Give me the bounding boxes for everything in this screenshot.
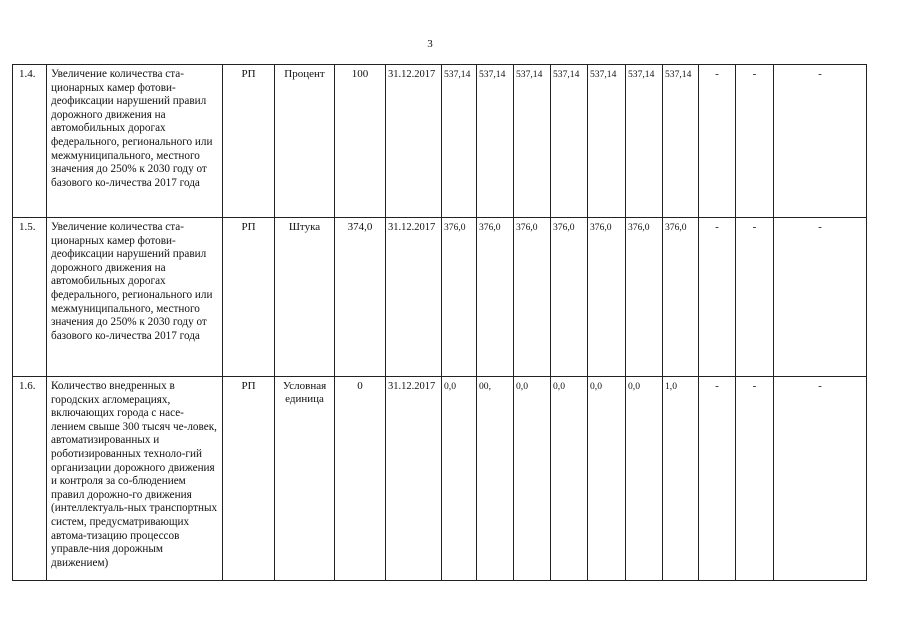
year-value-cell: 376,0 (588, 218, 626, 377)
unit-cell: Штука (275, 218, 335, 377)
year-value-cell: 537,14 (551, 65, 588, 218)
dash-cell: - (736, 65, 774, 218)
year-value-cell: 0,0 (626, 377, 663, 581)
page-number: 3 (427, 38, 433, 50)
dash-cell: - (774, 377, 867, 581)
source-cell: РП (223, 218, 275, 377)
base-value-cell: 100 (335, 65, 386, 218)
dash-cell: - (699, 65, 736, 218)
year-value-cell: 376,0 (551, 218, 588, 377)
year-value-cell: 537,14 (477, 65, 514, 218)
dash-cell: - (736, 218, 774, 377)
year-value-cell: 537,14 (442, 65, 477, 218)
year-value-cell: 376,0 (626, 218, 663, 377)
year-value-cell: 0,0 (442, 377, 477, 581)
table-row (13, 218, 867, 377)
year-value-cell: 537,14 (663, 65, 699, 218)
base-value-cell: 374,0 (335, 218, 386, 377)
year-value-cell: 376,0 (663, 218, 699, 377)
unit-cell: Условная единица (275, 377, 335, 581)
year-value-cell: 0,0 (588, 377, 626, 581)
table-row (13, 65, 867, 218)
indicator-name: Увеличение количества ста-ционарных камер фотови-деофиксации нарушений правил дорожного движения на автомобильных дорогах федерального, регионального или межмуниципального, местного значения до 250% к 2030 году от базового ко-личества 2017 года (47, 218, 223, 377)
year-value-cell: 537,14 (626, 65, 663, 218)
dash-cell: - (699, 218, 736, 377)
row-number: 1.5. (13, 218, 47, 377)
year-value-cell: 00, (477, 377, 514, 581)
unit-cell: Процент (275, 65, 335, 218)
base-value-cell: 0 (335, 377, 386, 581)
year-value-cell: 0,0 (514, 377, 551, 581)
dash-cell: - (699, 377, 736, 581)
base-date-cell: 31.12.2017 (386, 218, 442, 377)
year-value-cell: 537,14 (514, 65, 551, 218)
table-row (13, 377, 867, 581)
base-date-cell: 31.12.2017 (386, 65, 442, 218)
year-value-cell: 537,14 (588, 65, 626, 218)
row-number: 1.6. (13, 377, 47, 581)
indicator-name: Количество внедренных в городских агломерациях, включающих города с насе-лением свыше 300 тысяч че-ловек, автоматизированных и роботизированных техноло-гий организации дорожного движения и контроля за со-блюдением правил дорожно-го движения (интеллектуаль-ных транспортных систем, предусматривающих автома-тизацию процессов управле-ния дорожным движением) (47, 377, 223, 581)
row-number: 1.4. (13, 65, 47, 218)
year-value-cell: 376,0 (514, 218, 551, 377)
source-cell: РП (223, 65, 275, 218)
dash-cell: - (774, 65, 867, 218)
dash-cell: - (774, 218, 867, 377)
indicator-name: Увеличение количества ста-ционарных камер фотови-деофиксации нарушений правил дорожного движения на автомобильных дорогах федерального, регионального или межмуниципального, местного значения до 250% к 2030 году от базового ко-личества 2017 года (47, 65, 223, 218)
year-value-cell: 1,0 (663, 377, 699, 581)
indicators-table (12, 64, 867, 581)
base-date-cell: 31.12.2017 (386, 377, 442, 581)
year-value-cell: 376,0 (442, 218, 477, 377)
dash-cell: - (736, 377, 774, 581)
year-value-cell: 376,0 (477, 218, 514, 377)
year-value-cell: 0,0 (551, 377, 588, 581)
source-cell: РП (223, 377, 275, 581)
